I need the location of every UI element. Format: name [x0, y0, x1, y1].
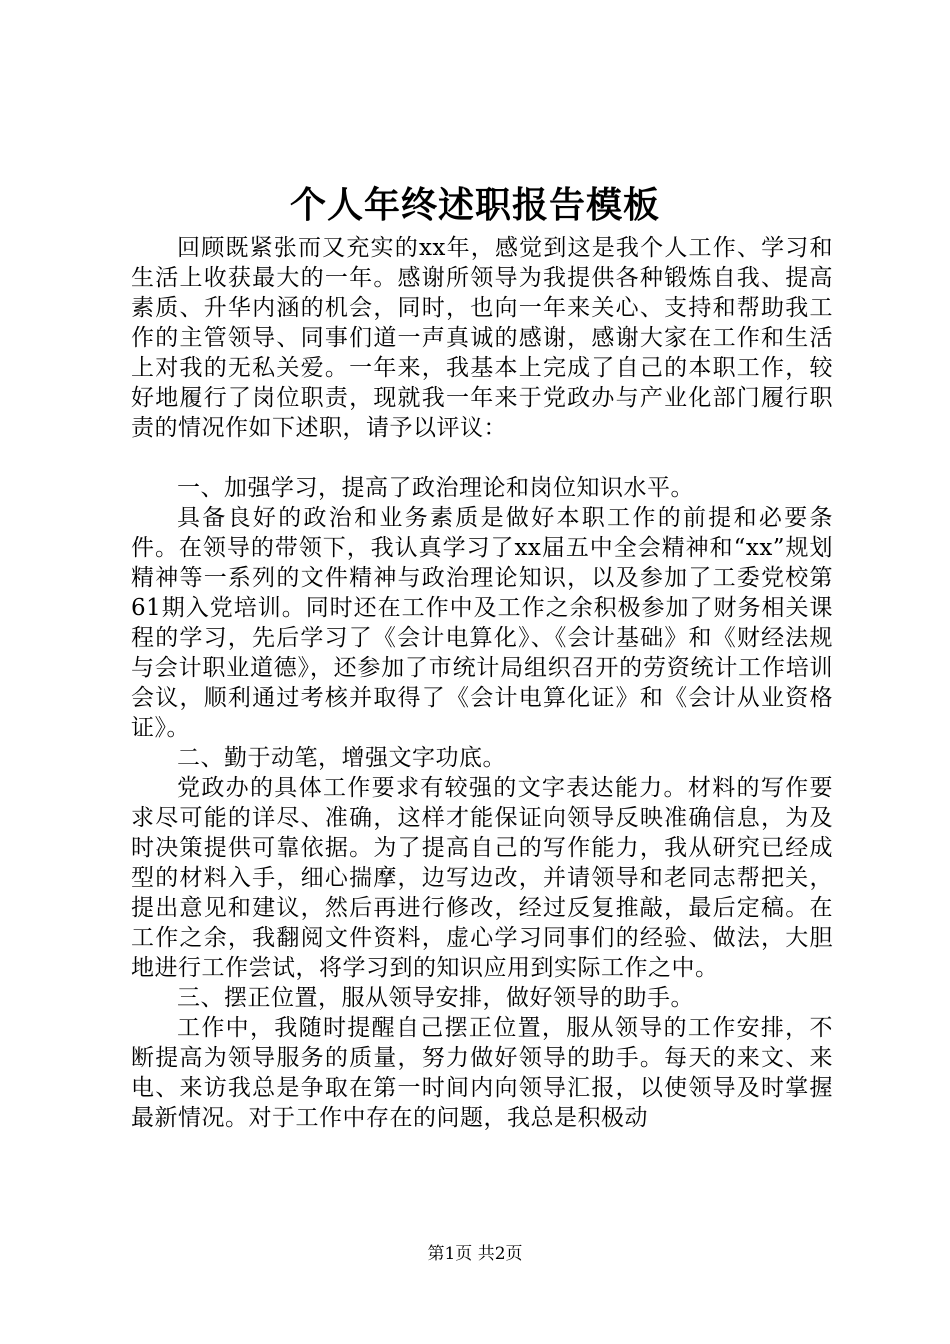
paragraph-section-3: 工作中，我随时提醒自己摆正位置，服从领导的工作安排，不断提高为领导服务的质量，努力做好领导的助手。每天的来文、来电、来访我总是争取在第一时间内向领导汇报，以使领导及时掌握最新情况。对于工作中存在的问题，我总是积极动 [131, 1015, 833, 1131]
paragraph-intro: 回顾既紧张而又充实的xx年，感觉到这是我个人工作、学习和生活上收获最大的一年。感谢所领导为我提供各种锻炼自我、提高素质、升华内涵的机会，同时，也向一年来关心、支持和帮助我工作的主管领导、同事们道一声真诚的感谢，感谢大家在工作和生活上对我的无私关爱。一年来，我基本上完成了自己的本职工作，较好地履行了岗位职责，现就我一年来于党政办与产业化部门履行职责的情况作如下述职，请予以评议： [131, 235, 833, 441]
paragraph-section-2: 党政办的具体工作要求有较强的文字表达能力。材料的写作要求尽可能的详尽、准确，这样才能保证向领导反映准确信息，为及时决策提供可靠依据。为了提高自己的写作能力，我从研究已经成型的材料入手，细心揣摩，边写边改，并请领导和老同志帮把关，提出意见和建议，然后再进行修改，经过反复推敲，最后定稿。在工作之余，我翻阅文件资料，虚心学习同事们的经验、做法，大胆地进行工作尝试，将学习到的知识应用到实际工作之中。 [131, 775, 833, 981]
section-heading-1: 一、加强学习，提高了政治理论和岗位知识水平。 [177, 475, 694, 501]
page-footer: 第1页 共2页 [427, 1244, 523, 1264]
document-title: 个人年终述职报告模板 [289, 184, 660, 226]
paragraph-section-1: 具备良好的政治和业务素质是做好本职工作的前提和必要条件。在领导的带领下，我认真学习了xx届五中全会精神和“xx”规划精神等一系列的文件精神与政治理论知识，以及参加了工委党校第61期入党培训。同时还在工作中及工作之余积极参加了财务相关课程的学习，先后学习了《会计电算化》、《会计基础》和《财经法规与会计职业道德》，还参加了市统计局组织召开的劳资统计工作培训会议，顺利通过考核并取得了《会计电算化证》和《会计从业资格证》。 [131, 505, 833, 741]
section-heading-3: 三、摆正位置，服从领导安排，做好领导的助手。 [177, 985, 694, 1011]
document-body [131, 233, 833, 1133]
section-heading-2: 二、勤于动笔，增强文字功底。 [177, 745, 506, 771]
